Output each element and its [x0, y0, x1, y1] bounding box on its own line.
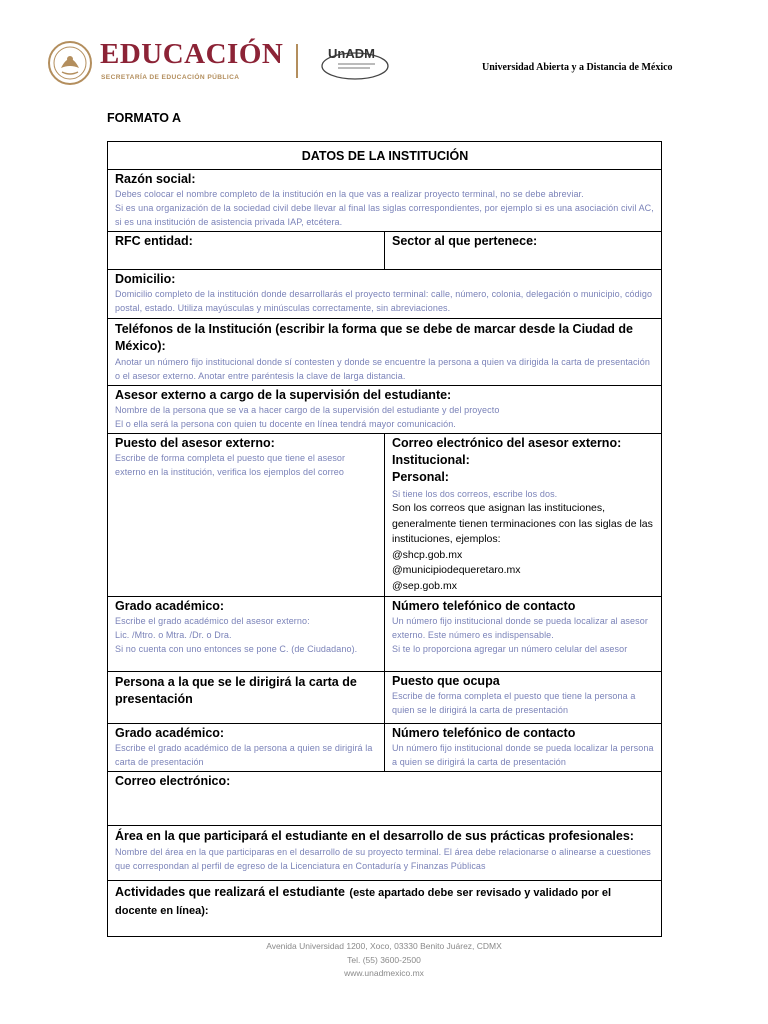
asesor-label: Asesor externo a cargo de la supervisión del estudiante:: [115, 388, 452, 402]
footer-phone: Tel. (55) 3600-2500: [347, 955, 421, 965]
telefono-persona-field[interactable]: [385, 724, 662, 772]
puesto-asesor-hint: Escribe de forma completa el puesto que tiene el asesor externo en la institución, verifica los ejemplos del correo: [115, 453, 346, 477]
correo-example-2: @municipiodequeretaro.mx: [392, 564, 521, 576]
actividades-note: (este apartado debe ser revisado y validado por el docente en línea):: [115, 887, 612, 917]
telefonos-hint: Anotar un número fijo institucional donde sí contesten y donde se encuentre la persona a quien va dirigida la carta de presentación o el asesor externo. Anotar entre paréntesis la clave de larga distancia.: [115, 357, 650, 381]
svg-text:UnADM: UnADM: [328, 46, 375, 61]
brand-subtitle: SECRETARÍA DE EDUCACIÓN PÚBLICA: [101, 74, 240, 81]
telefonos-field[interactable]: [108, 319, 662, 386]
footer-address: Avenida Universidad 1200, Xoco, 03330 Benito Juárez, CDMX: [266, 941, 502, 951]
puesto-ocupa-hint: Escribe de forma completa el puesto que tiene la persona a quien se le dirigirá la carta de presentación: [392, 691, 636, 715]
domicilio-field[interactable]: [108, 270, 662, 319]
brand-wordmark: EDUCACIÓN: [100, 38, 284, 70]
correo-personal-label: Personal:: [392, 470, 449, 484]
domicilio-hint: Domicilio completo de la institución donde desarrollarás el proyecto terminal: calle, número, colonia, delegación o municipio, código postal, estado. Utiliza mayúsculas y minúsculas correctamente, sin abreviaciones.: [115, 289, 653, 313]
telefono-persona-label: Número telefónico de contacto: [392, 726, 576, 740]
grado-asesor-hint-1: Escribe el grado académico del asesor externo:: [115, 616, 310, 626]
persona-carta-label: Persona a la que se le dirigirá la carta de presentación: [115, 675, 357, 706]
correo-institucional-label: Institucional:: [392, 453, 470, 467]
page-header: [0, 0, 768, 100]
telefono-persona-hint: Un número fijo institucional donde se pueda localizar la persona a quien se dirigirá la carta de presentación: [392, 743, 654, 767]
form-title: DATOS DE LA INSTITUCIÓN: [108, 142, 662, 170]
puesto-ocupa-label: Puesto que ocupa: [392, 674, 500, 688]
telefono-asesor-label: Número telefónico de contacto: [392, 599, 576, 613]
correo-example-1: @shcp.gob.mx: [392, 548, 463, 561]
grado-persona-label: Grado académico:: [115, 726, 225, 740]
domicilio-label: Domicilio:: [115, 272, 176, 286]
razon-social-label: Razón social:: [115, 172, 196, 186]
grado-asesor-hint-2: Lic. /Mtro. o Mtra. /Dr. o Dra.: [115, 630, 232, 640]
header-divider: [296, 44, 298, 78]
razon-social-hint-2: Si es una organización de la sociedad civil debe llevar al final las siglas correspondientes, por ejemplo si es una asociación civil AC, si es una institución de asistencia privada IAP, etcétera.: [115, 203, 654, 227]
grado-asesor-hint-3: Si no cuenta con uno entonces se pone C. (de Ciudadano).: [115, 644, 358, 654]
area-hint: Nombre del área en la que participaras en el desarrollo de su proyecto terminal. El área debe relacionarse o alinearse a cuestiones que correspondan al perfil de egreso de la Licenciatura en Contaduría y Finanzas Públicas: [115, 847, 651, 871]
rfc-label: RFC entidad:: [115, 234, 193, 248]
puesto-asesor-label: Puesto del asesor externo:: [115, 436, 275, 450]
correo-asesor-label: Correo electrónico del asesor externo:: [392, 436, 622, 450]
sector-label: Sector al que pertenece:: [392, 234, 538, 248]
mexico-seal-logo: [47, 40, 93, 86]
telefono-asesor-hint-2: Si te lo proporciona agregar un número celular del asesor: [392, 644, 628, 654]
asesor-hint-1: Nombre de la persona que se va a hacer cargo de la supervisión del estudiante y del proyecto: [115, 405, 500, 415]
university-name: Universidad Abierta y a Distancia de México: [482, 62, 673, 73]
razon-social-field[interactable]: [108, 170, 662, 232]
grado-asesor-field[interactable]: [108, 597, 385, 672]
correo-example-3: @sep.gob.mx: [392, 579, 457, 592]
area-field[interactable]: [108, 826, 662, 881]
footer-web: www.unadmexico.mx: [344, 968, 424, 978]
format-label: FORMATO A: [107, 111, 182, 125]
asesor-field[interactable]: [108, 386, 662, 434]
unadm-logo: [320, 42, 390, 82]
area-label: Área en la que participará el estudiante en el desarrollo de sus prácticas profesionales:: [115, 829, 634, 843]
rfc-field[interactable]: [108, 232, 385, 270]
actividades-label: Actividades que realizará el estudiante: [115, 885, 345, 899]
razon-social-hint-1: Debes colocar el nombre completo de la institución en la que vas a realizar proyecto terminal, no se debe abreviar.: [115, 189, 584, 199]
correo-label: Correo electrónico:: [115, 774, 231, 788]
correo-field[interactable]: [108, 772, 662, 826]
grado-persona-field[interactable]: [108, 724, 385, 772]
telefono-asesor-field[interactable]: [385, 597, 662, 672]
persona-carta-field[interactable]: [108, 672, 385, 724]
grado-asesor-label: Grado académico:: [115, 599, 225, 613]
grado-persona-hint: Escribe el grado académico de la persona a quien se dirigirá la carta de presentación: [115, 743, 373, 767]
actividades-field[interactable]: [108, 881, 662, 937]
correo-asesor-hint: Si tiene los dos correos, escribe los dos.: [392, 489, 558, 499]
telefonos-label: Teléfonos de la Institución (escribir la forma que se debe de marcar desde la Ciudad de México):: [115, 322, 633, 353]
correo-asesor-note: Son los correos que asignan las instituciones, generalmente tienen terminaciones con las siglas de las instituciones, ejemplos:: [392, 502, 653, 545]
sector-field[interactable]: [385, 232, 662, 270]
institution-form: [107, 141, 662, 937]
puesto-ocupa-field[interactable]: [385, 672, 662, 724]
correo-asesor-field[interactable]: [385, 434, 662, 597]
asesor-hint-2: El o ella será la persona con quien tu docente en línea tendrá mayor comunicación.: [115, 419, 456, 429]
puesto-asesor-field[interactable]: [108, 434, 385, 597]
telefono-asesor-hint-1: Un número fijo institucional donde se pueda localizar al asesor externo. Este número es indispensable.: [392, 616, 648, 640]
